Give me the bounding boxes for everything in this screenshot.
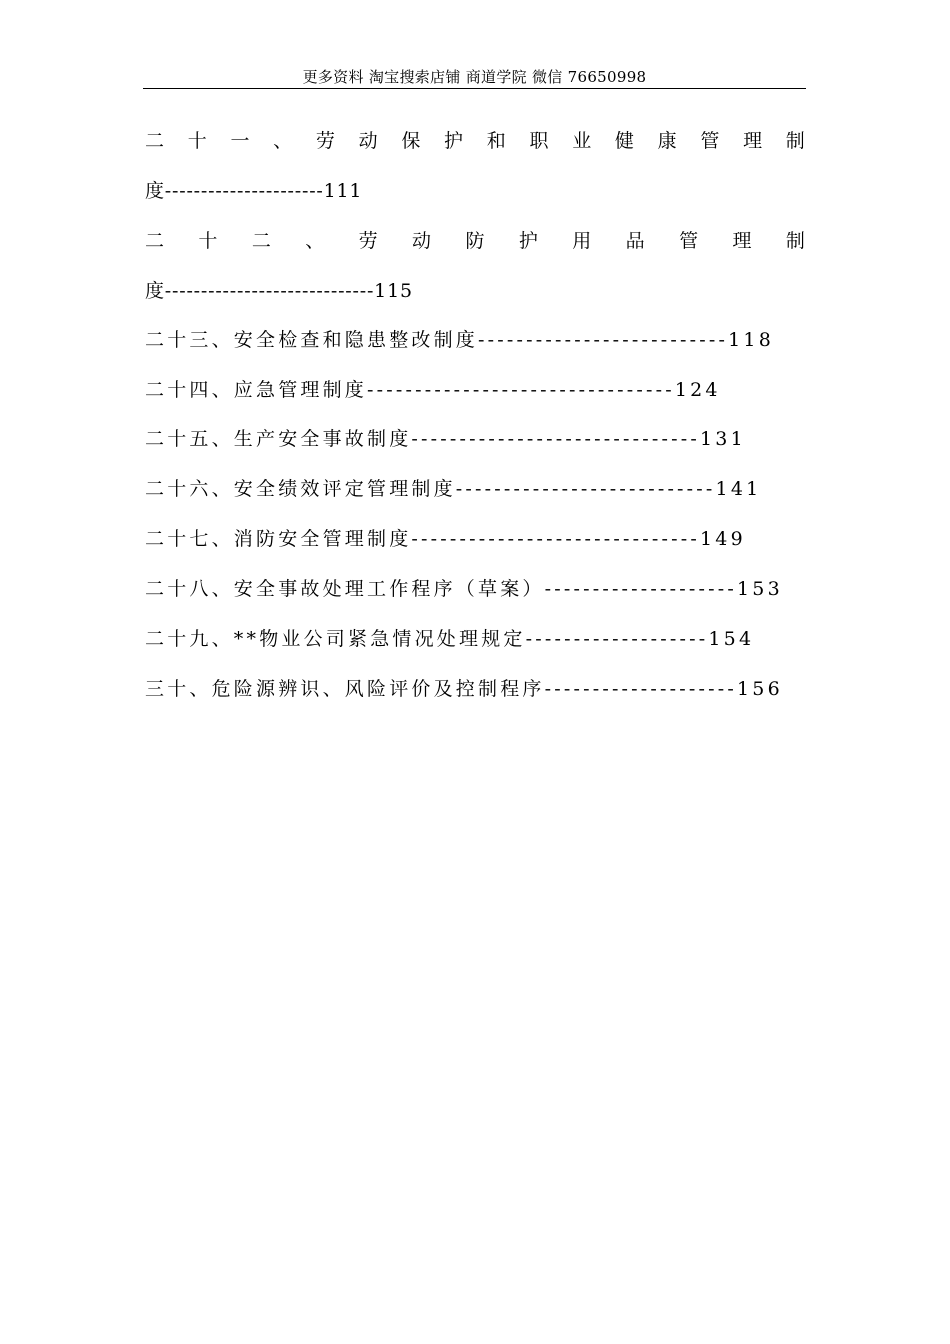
toc-item-21-title[interactable]: 二 十 一 、 劳 动 保 护 和 职 业 健 康 管 理 制 <box>145 130 805 152</box>
toc-item-29[interactable]: 二十九、**物业公司紧急情况处理规定-------------------154 <box>145 628 755 650</box>
toc-item-25[interactable]: 二十五、生产安全事故制度------------------------------131 <box>145 428 746 450</box>
toc-item-27[interactable]: 二十七、消防安全管理制度------------------------------149 <box>145 528 746 550</box>
toc-item-21-continuation[interactable]: 度----------------------111 <box>145 180 363 202</box>
toc-item-30[interactable]: 三十、危险源辨识、风险评价及控制程序--------------------156 <box>145 678 783 700</box>
toc-item-22-title[interactable]: 二 十 二 、 劳 动 防 护 用 品 管 理 制 <box>145 230 805 252</box>
toc-item-23[interactable]: 二十三、安全检查和隐患整改制度--------------------------118 <box>145 329 774 351</box>
toc-item-22-continuation[interactable]: 度-----------------------------115 <box>145 280 413 302</box>
toc-item-26[interactable]: 二十六、安全绩效评定管理制度---------------------------141 <box>145 478 762 500</box>
header-divider <box>143 88 806 89</box>
toc-item-28[interactable]: 二十八、安全事故处理工作程序（草案）--------------------153 <box>145 578 783 600</box>
toc-item-24[interactable]: 二十四、应急管理制度--------------------------------124 <box>145 379 721 401</box>
page-header: 更多资料 淘宝搜索店铺 商道学院 微信 76650998 <box>302 68 647 86</box>
